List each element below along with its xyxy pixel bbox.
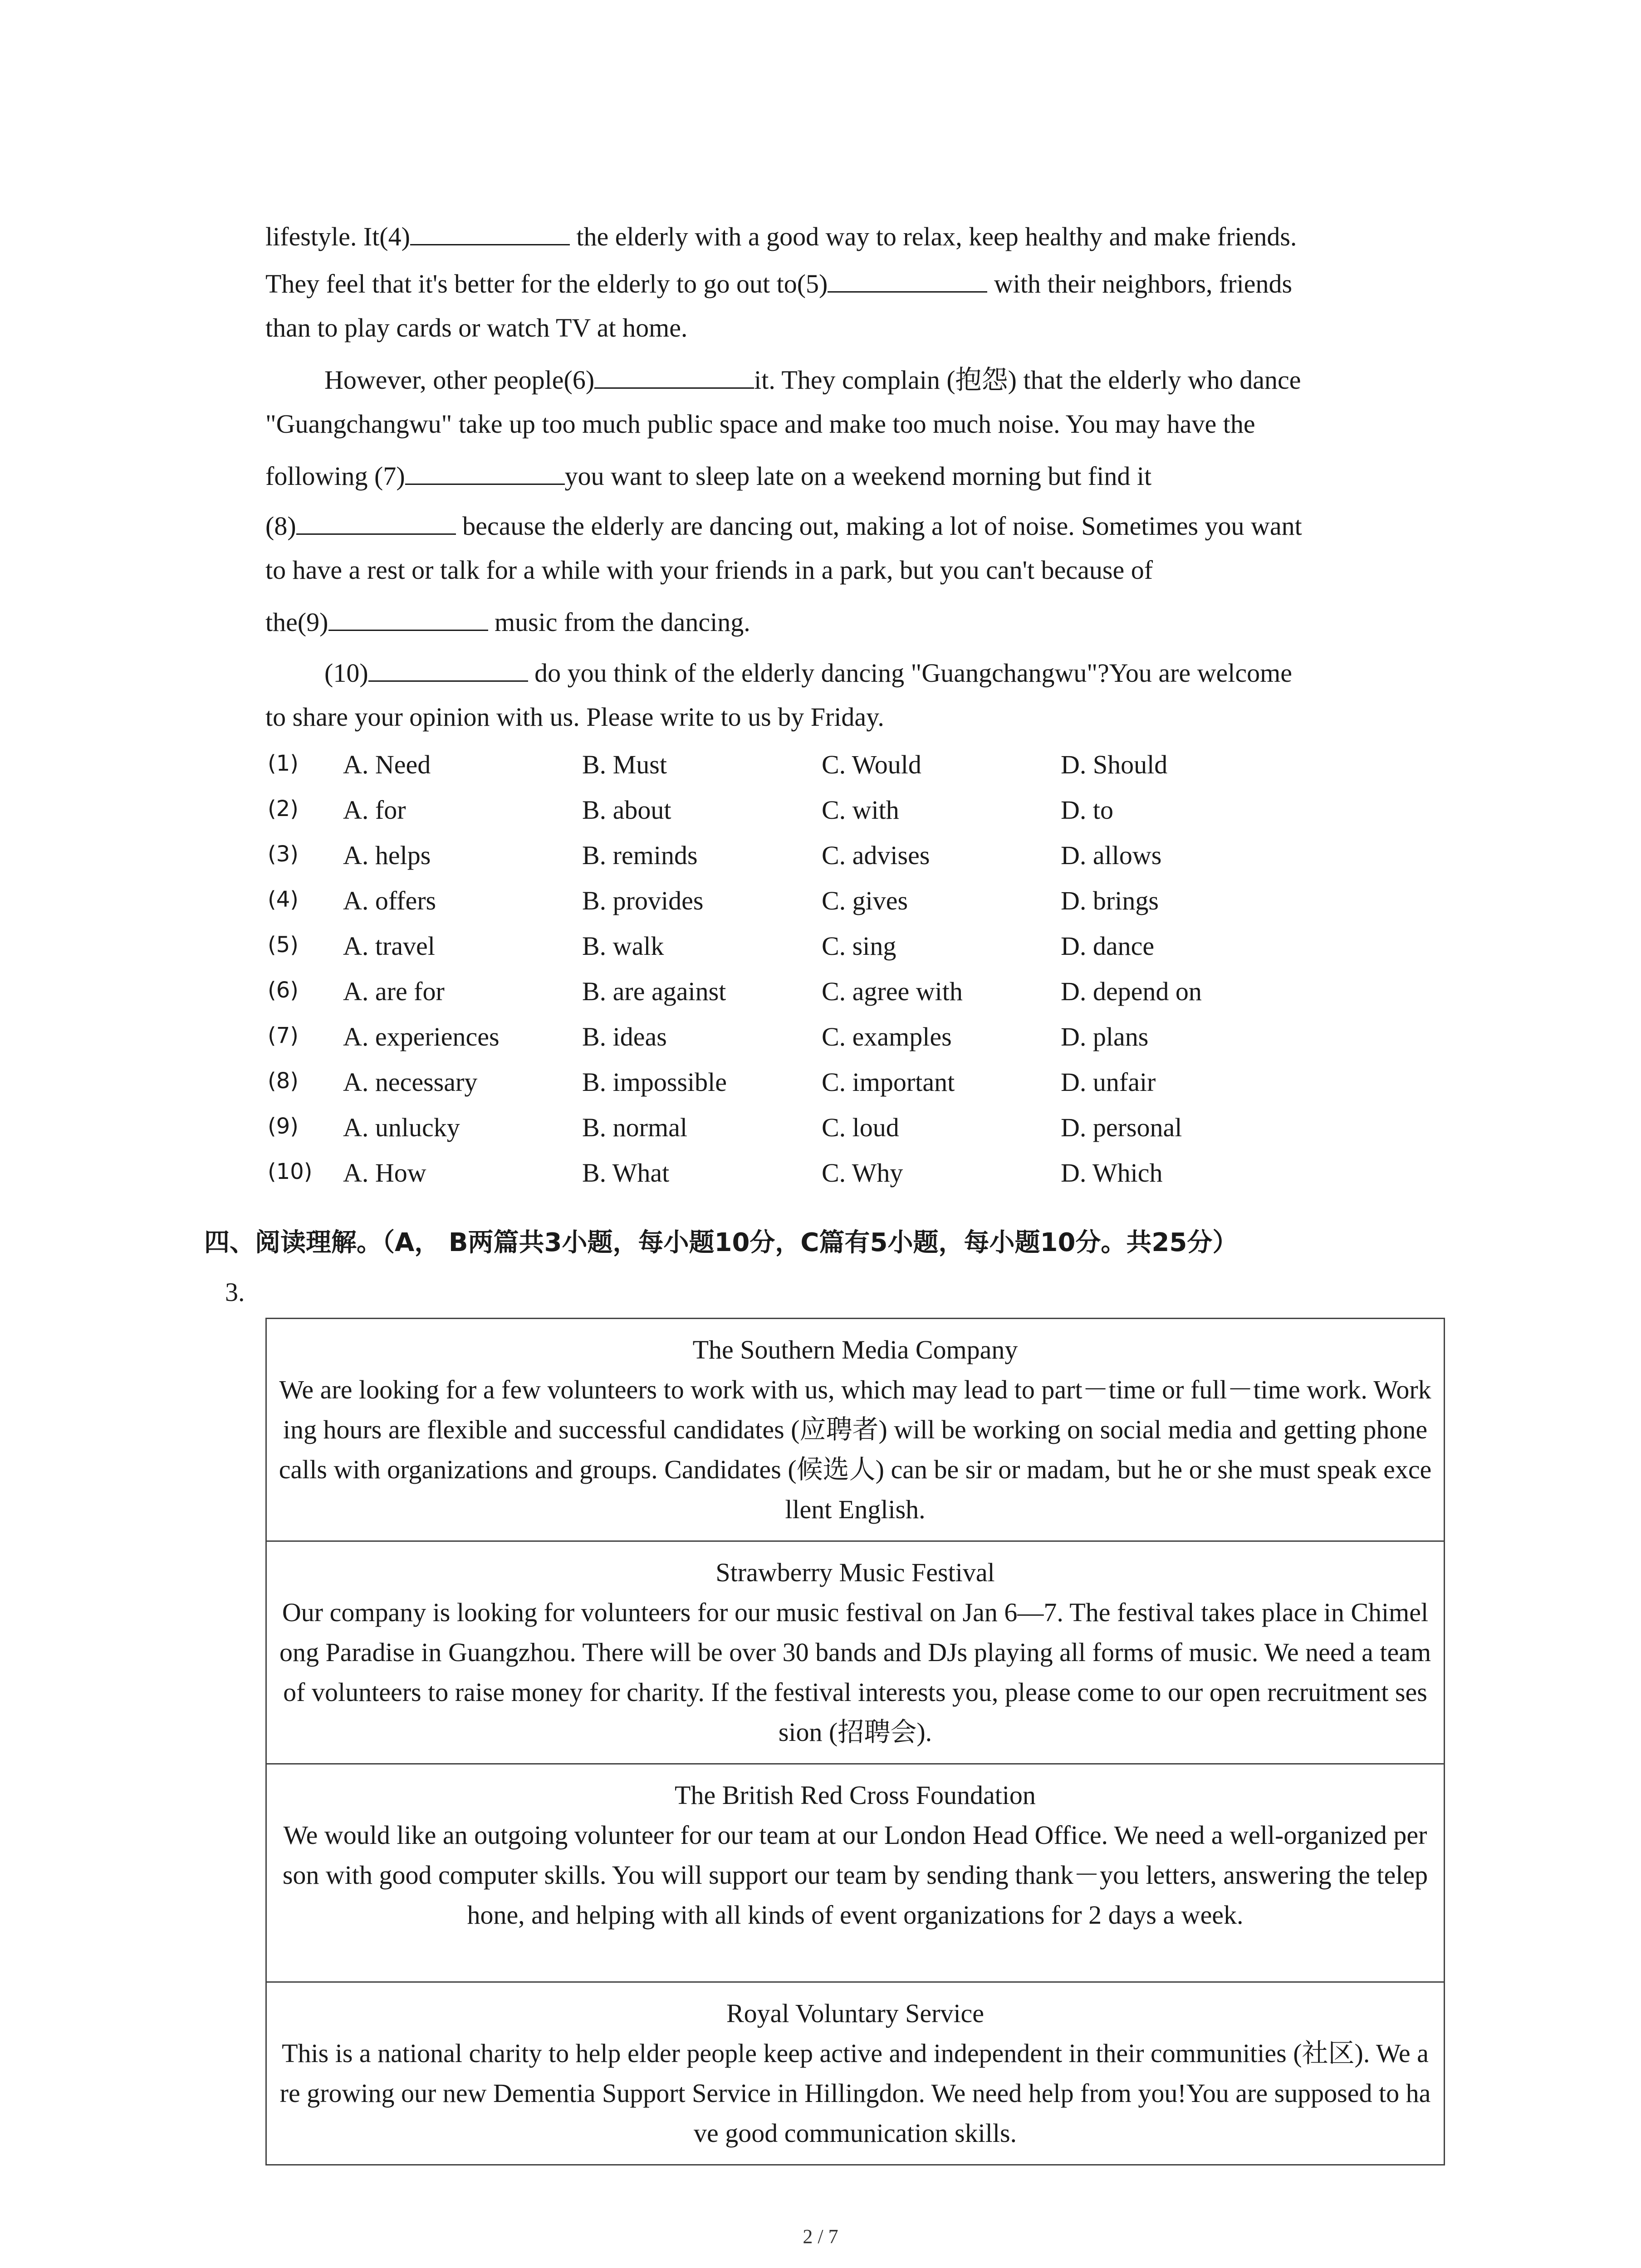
passage-line-5: "Guangchangwu" take up too much public space and make too much noise. You may have the <box>265 409 1255 439</box>
question-number: (5) <box>268 932 299 958</box>
option-b: B. What <box>582 1158 670 1188</box>
option-a: A. necessary <box>343 1067 478 1097</box>
option-b: B. Must <box>582 750 667 779</box>
option-a: A. offers <box>343 886 436 915</box>
ad-body: We are looking for a few volunteers to work with us, which may lead to part－time or full－time work. Working hours are flexible and successful candidates (应聘者) will be working on social media and getting phone calls with organizations and groups. Candidates (候选人) can be sir or madam, but he or she must speak excellent English. <box>279 1375 1432 1524</box>
line-text: They feel that it's better for the elderly to go out to(5) <box>265 269 828 298</box>
option-b: B. ideas <box>582 1022 667 1051</box>
section-heading: 四、阅读理解。（A， B两篇共3小题，每小题10分，C篇有5小题，每小题10分。共25分） <box>204 1228 1238 1257</box>
ad-title: The British Red Cross Foundation <box>675 1780 1036 1810</box>
option-c: C. loud <box>822 1113 899 1142</box>
option-b: B. provides <box>582 886 704 915</box>
line-text: do you think of the elderly dancing "Guangchangwu"?You are welcome <box>528 658 1292 688</box>
option-a: A. unlucky <box>343 1113 460 1142</box>
question-number: (2) <box>268 796 299 821</box>
option-d: D. plans <box>1061 1022 1149 1051</box>
passage-line-8: to have a rest or talk for a while with your friends in a park, but you can't because of <box>265 555 1153 585</box>
ads-table <box>265 1318 1445 2165</box>
ad-body: Our company is looking for volunteers for our music festival on Jan 6—7. The festival takes place in Chimelong Paradise in Guangzhou. There will be over 30 bands and DJs playing all forms of music. We need a team of volunteers to raise money for charity. If the festival interests you, please come to our open recruitment session (招聘会). <box>279 1598 1431 1747</box>
ad-cell <box>266 1764 1445 1982</box>
question-number: (7) <box>268 1023 299 1048</box>
answer-blank <box>410 221 570 245</box>
option-d: D. brings <box>1061 886 1159 915</box>
option-c: C. important <box>822 1067 955 1097</box>
question-number: (10) <box>268 1159 313 1184</box>
option-b: B. normal <box>582 1113 687 1142</box>
ad-body: This is a national charity to help elder people keep active and independent in their communities (社区). We are growing our new Dementia Support Service in Hillingdon. We need help from you!You are supposed to have good communication skills. <box>279 2038 1431 2148</box>
question-number: 3. <box>225 1277 245 1307</box>
option-a: A. experiences <box>343 1022 500 1051</box>
option-c: C. Why <box>822 1158 903 1188</box>
line-text: music from the dancing. <box>488 607 750 637</box>
passage-line-1 <box>265 221 1297 250</box>
option-b: B. about <box>582 795 671 825</box>
option-d: D. allows <box>1061 841 1162 870</box>
line-text: because the elderly are dancing out, making a lot of noise. Sometimes you want <box>456 511 1302 541</box>
option-d: D. Should <box>1061 750 1168 779</box>
option-c: C. advises <box>822 841 930 870</box>
line-text: (8) <box>265 511 296 541</box>
ad-title: The Southern Media Company <box>692 1335 1018 1364</box>
option-d: D. to <box>1061 795 1113 825</box>
passage-line-3: than to play cards or watch TV at home. <box>265 313 688 342</box>
option-d: D. dance <box>1061 931 1155 961</box>
option-a: A. for <box>343 795 406 825</box>
option-d: D. personal <box>1061 1113 1182 1142</box>
option-d: D. Which <box>1061 1158 1163 1188</box>
ad-row <box>266 1764 1445 1982</box>
option-d: D. depend on <box>1061 977 1202 1006</box>
line-text: it. They complain (抱怨) that the elderly who dance <box>754 365 1301 395</box>
question-number: (8) <box>268 1068 299 1094</box>
ad-row <box>266 1319 1445 1541</box>
option-c: C. gives <box>822 886 908 915</box>
ad-cell <box>266 1541 1445 1764</box>
option-c: C. agree with <box>822 977 963 1006</box>
passage-line-6 <box>265 461 1151 489</box>
ad-row <box>266 1982 1445 2165</box>
line-text: with their neighbors, friends <box>987 269 1293 298</box>
question-number: (4) <box>268 887 299 912</box>
option-b: B. reminds <box>582 841 698 870</box>
ad-cell <box>266 1319 1445 1541</box>
ad-cell <box>266 1982 1445 2165</box>
passage-line-4 <box>324 365 1301 393</box>
question-number: (3) <box>268 841 299 867</box>
line-text: (10) <box>324 658 368 688</box>
line-text: However, other people(6) <box>324 365 595 395</box>
question-number: (9) <box>268 1114 299 1139</box>
passage-line-9 <box>265 607 750 635</box>
answer-blank <box>328 607 488 631</box>
ad-body: We would like an outgoing volunteer for our team at our London Head Office. We need a well-organized person with good computer skills. You will support our team by sending thank－you letters, answering the telephone, and helping with all kinds of event organizations for 2 days a week. <box>282 1820 1428 1930</box>
passage-line-2 <box>265 269 1292 297</box>
passage-line-7 <box>265 511 1302 539</box>
passage-line-11: to share your opinion with us. Please write to us by Friday. <box>265 702 884 732</box>
line-text: following (7) <box>265 461 405 491</box>
option-c: C. with <box>822 795 899 825</box>
answer-blank <box>405 461 565 485</box>
line-text: you want to sleep late on a weekend morning but find it <box>564 461 1152 491</box>
option-b: B. impossible <box>582 1067 727 1097</box>
option-c: C. examples <box>822 1022 952 1051</box>
ad-title: Strawberry Music Festival <box>715 1558 995 1587</box>
answer-blank <box>368 658 528 682</box>
option-c: C. sing <box>822 931 896 961</box>
line-text: lifestyle. It(4) <box>265 222 410 251</box>
option-a: A. How <box>343 1158 426 1188</box>
passage-line-10 <box>324 658 1292 686</box>
question-number: (6) <box>268 978 299 1003</box>
answer-blank <box>296 511 456 535</box>
option-a: A. helps <box>343 841 431 870</box>
line-text: the elderly with a good way to relax, keep healthy and make friends. <box>569 222 1297 251</box>
option-a: A. are for <box>343 977 445 1006</box>
ad-title: Royal Voluntary Service <box>726 1999 985 2028</box>
option-d: D. unfair <box>1061 1067 1156 1097</box>
line-text: the(9) <box>265 607 328 637</box>
ad-row <box>266 1541 1445 1764</box>
page-number: 2 / 7 <box>803 2225 838 2248</box>
question-number: (1) <box>268 751 299 776</box>
option-b: B. walk <box>582 931 664 961</box>
option-c: C. Would <box>822 750 921 779</box>
answer-blank <box>594 365 754 389</box>
option-a: A. Need <box>343 750 431 779</box>
answer-blank <box>828 269 987 293</box>
option-b: B. are against <box>582 977 726 1006</box>
option-a: A. travel <box>343 931 435 961</box>
